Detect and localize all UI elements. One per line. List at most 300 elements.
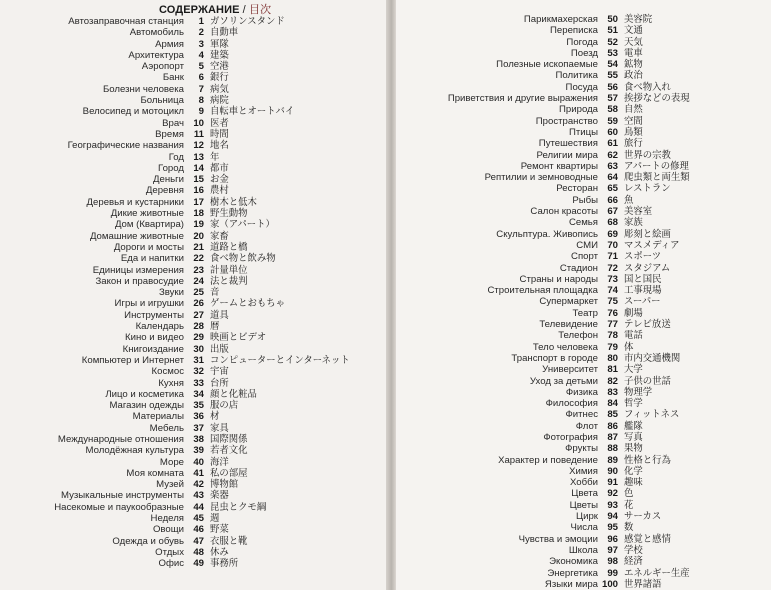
entry-number: 72 <box>607 262 618 274</box>
entry-number: 12 <box>193 140 204 152</box>
entry-number: 61 <box>607 138 618 150</box>
entry-number: 41 <box>193 467 204 479</box>
entry-russian: Рептилии и земноводные <box>484 172 598 184</box>
contents-entry <box>0 162 350 173</box>
contents-entry <box>0 512 350 523</box>
entry-russian: Овощи <box>152 524 184 536</box>
entry-russian: Врач <box>162 117 184 129</box>
contents-entry <box>0 128 350 139</box>
entry-japanese: 博物館 <box>210 478 239 490</box>
entry-number: 36 <box>193 411 204 423</box>
contents-entry <box>0 264 350 275</box>
entry-number: 1 <box>198 16 204 27</box>
contents-entry <box>0 49 350 60</box>
entry-number: 9 <box>198 106 204 118</box>
entry-russian: Путешествия <box>538 138 598 150</box>
contents-entry <box>0 433 350 444</box>
entry-number: 39 <box>193 445 204 457</box>
entry-japanese: ゲームとおもちゃ <box>210 297 286 309</box>
entry-russian: Транспорт в городе <box>511 352 598 364</box>
entry-number: 44 <box>193 501 204 513</box>
contents-entry <box>396 13 690 24</box>
contents-entry <box>396 137 690 148</box>
entry-russian: Приветствия и другие выражения <box>447 93 598 105</box>
entry-japanese: 旅行 <box>624 137 643 149</box>
entry-russian: Театр <box>572 307 598 319</box>
entry-russian: Цирк <box>576 511 598 523</box>
contents-entry <box>0 26 350 37</box>
entry-japanese: 写真 <box>624 430 643 442</box>
entry-japanese: 自動車 <box>210 26 239 38</box>
entry-number: 75 <box>607 296 618 308</box>
contents-entry <box>396 307 690 318</box>
entry-russian: Пространство <box>535 115 598 127</box>
entry-japanese: スポーツ <box>624 250 662 262</box>
entry-russian: Характер и поведение <box>498 454 598 466</box>
entry-russian: Парикмахерская <box>523 14 598 25</box>
entry-japanese: 楽器 <box>210 489 229 501</box>
entry-japanese: 大学 <box>624 363 643 375</box>
entry-number: 22 <box>193 253 204 265</box>
entry-japanese: アパートの修理 <box>624 159 689 171</box>
entry-russian: Цвета <box>571 488 598 500</box>
entry-japanese: ガソリンスタンド <box>210 15 285 26</box>
entry-russian: Школа <box>568 544 598 556</box>
entry-russian: Музей <box>156 479 184 491</box>
contents-entry <box>0 309 350 320</box>
entry-number: 34 <box>193 388 204 400</box>
entry-russian: Музыкальные инструменты <box>60 490 184 502</box>
entry-number: 13 <box>193 151 204 163</box>
entry-number: 58 <box>607 104 618 116</box>
contents-entry <box>396 375 690 386</box>
contents-entry <box>396 262 690 273</box>
entry-number: 50 <box>607 14 618 25</box>
entry-number: 57 <box>607 93 618 105</box>
contents-entry <box>396 363 690 374</box>
entry-japanese: 工事現場 <box>624 284 662 296</box>
contents-entry <box>396 521 690 532</box>
entry-russian: Деревня <box>145 185 184 197</box>
entry-japanese: 法と裁判 <box>210 274 248 286</box>
contents-entry <box>0 478 350 489</box>
entry-russian: Год <box>168 151 184 163</box>
contents-entry <box>396 160 690 171</box>
contents-entry <box>0 184 350 195</box>
entry-japanese: 病院 <box>210 94 229 106</box>
entry-number: 56 <box>607 81 618 93</box>
contents-entry <box>396 205 690 216</box>
entry-number: 29 <box>193 332 204 344</box>
entry-number: 77 <box>607 319 618 331</box>
entry-japanese: 化学 <box>624 464 643 476</box>
contents-entry <box>396 250 690 261</box>
contents-entry <box>0 320 350 331</box>
contents-entry <box>0 94 350 105</box>
entry-japanese: 暦 <box>210 320 220 332</box>
contents-entry <box>396 487 690 498</box>
entry-japanese: 国際関係 <box>210 432 248 444</box>
entry-russian: Политика <box>555 70 598 82</box>
contents-entry <box>396 58 690 69</box>
contents-entry <box>0 207 350 218</box>
contents-entry <box>0 489 350 500</box>
entry-number: 24 <box>193 275 204 287</box>
entry-japanese: 病気 <box>210 82 229 94</box>
entry-japanese: 樹木と低木 <box>210 195 257 207</box>
entry-number: 47 <box>193 535 204 547</box>
entry-japanese: 銀行 <box>210 71 229 83</box>
entry-russian: Звуки <box>158 287 184 299</box>
entry-number: 59 <box>607 115 618 127</box>
contents-entry <box>0 139 350 150</box>
entry-russian: Мебель <box>149 422 184 434</box>
entry-japanese: 材 <box>210 410 220 422</box>
contents-entry <box>0 105 350 116</box>
entry-number: 84 <box>607 398 618 410</box>
contents-entry <box>0 388 350 399</box>
contents-entry <box>0 354 350 365</box>
contents-entry <box>0 60 350 71</box>
entry-japanese: テレビ放送 <box>624 318 671 330</box>
contents-entry <box>396 216 690 227</box>
entry-number: 11 <box>193 128 204 140</box>
entry-japanese: 哲学 <box>624 397 643 409</box>
contents-entry <box>396 442 690 453</box>
entry-russian: Погода <box>566 36 598 48</box>
contents-entry <box>0 523 350 534</box>
contents-entry <box>396 352 690 363</box>
entry-number: 88 <box>607 443 618 455</box>
entry-russian: Языки мира <box>544 578 598 590</box>
entry-japanese: 果物 <box>624 442 643 454</box>
entry-russian: Дом (Квартира) <box>114 219 184 231</box>
contents-entry <box>396 273 690 284</box>
left-contents-list <box>0 15 350 569</box>
entry-number: 16 <box>193 185 204 197</box>
contents-entry <box>396 454 690 465</box>
entry-russian: Деревья и кустарники <box>86 196 184 208</box>
entry-russian: Моя комната <box>126 467 184 479</box>
entry-number: 82 <box>607 375 618 387</box>
contents-entry <box>396 386 690 397</box>
contents-entry <box>0 365 350 376</box>
contents-entry <box>0 241 350 252</box>
entry-japanese: 時間 <box>210 127 229 139</box>
contents-entry <box>396 182 690 193</box>
entry-number: 73 <box>607 273 618 285</box>
entry-japanese: 自転車とオートバイ <box>210 105 295 117</box>
entry-japanese: 農村 <box>210 184 229 196</box>
entry-japanese: 計量単位 <box>210 263 248 275</box>
contents-entry <box>0 218 350 229</box>
entry-japanese: スーパー <box>624 295 661 307</box>
entry-japanese: 艦隊 <box>624 419 643 431</box>
entry-number: 15 <box>193 174 204 186</box>
entry-japanese: 色 <box>624 487 634 499</box>
entry-japanese: 鳥類 <box>624 125 643 137</box>
contents-entry <box>0 501 350 512</box>
entry-japanese: 年 <box>210 150 220 162</box>
contents-entry <box>396 499 690 510</box>
entry-russian: Домашние животные <box>89 230 184 242</box>
entry-japanese: 家（アパート） <box>210 218 275 230</box>
entry-number: 45 <box>193 513 204 525</box>
entry-russian: Архитектура <box>128 49 184 61</box>
entry-number: 38 <box>193 433 204 445</box>
contents-entry <box>0 71 350 82</box>
entry-japanese: 趣味 <box>624 476 643 488</box>
entry-number: 21 <box>193 241 204 253</box>
entry-russian: Банк <box>162 72 184 84</box>
entry-japanese: 美容院 <box>624 13 653 24</box>
entry-japanese: フィットネス <box>624 408 680 420</box>
entry-number: 80 <box>607 352 618 364</box>
entry-japanese: 音 <box>210 286 220 298</box>
entry-japanese: 地名 <box>210 139 229 151</box>
entry-japanese: 食べ物入れ <box>624 80 671 92</box>
entry-japanese: 市内交通機関 <box>624 351 681 363</box>
entry-number: 52 <box>607 36 618 48</box>
entry-russian: Аэропорт <box>141 61 184 73</box>
entry-japanese: 体 <box>624 340 634 352</box>
contents-entry <box>0 535 350 546</box>
entry-japanese: 爬虫類と両生類 <box>624 171 690 183</box>
entry-russian: Деньги <box>153 174 184 186</box>
contents-entry <box>396 194 690 205</box>
entry-number: 86 <box>607 420 618 432</box>
entry-russian: Семья <box>568 217 598 229</box>
entry-number: 85 <box>607 409 618 421</box>
entry-number: 27 <box>193 309 204 321</box>
contents-entry <box>396 295 690 306</box>
entry-japanese: マスメディア <box>624 238 680 250</box>
entry-japanese: 政治 <box>624 69 643 81</box>
entry-russian: Университет <box>542 364 598 376</box>
entry-japanese: 数 <box>624 521 634 533</box>
contents-entry <box>396 567 690 578</box>
contents-entry <box>396 171 690 182</box>
contents-entry <box>0 230 350 241</box>
entry-number: 65 <box>607 183 618 195</box>
entry-russian: Армия <box>155 38 184 50</box>
entry-russian: Кино и видео <box>125 332 184 344</box>
contents-entry <box>0 377 350 388</box>
entry-russian: Молодёжная культура <box>85 445 184 457</box>
entry-japanese: 魚 <box>624 193 634 205</box>
contents-entry <box>396 431 690 442</box>
entry-japanese: 感覚と感情 <box>624 532 671 544</box>
entry-japanese: 事務所 <box>210 557 239 569</box>
contents-entry <box>396 533 690 544</box>
entry-japanese: サーカス <box>624 510 662 522</box>
entry-russian: Материалы <box>132 411 184 423</box>
contents-entry <box>0 297 350 308</box>
contents-entry <box>396 578 690 589</box>
entry-japanese: 自然 <box>624 103 643 115</box>
entry-japanese: 医者 <box>210 116 229 128</box>
entry-russian: Тело человека <box>532 341 598 353</box>
entry-number: 76 <box>607 307 618 319</box>
contents-entry <box>396 81 690 92</box>
entry-number: 49 <box>193 558 204 570</box>
entry-number: 20 <box>193 230 204 242</box>
entry-number: 54 <box>607 59 618 71</box>
entry-number: 35 <box>193 400 204 412</box>
entry-russian: Химия <box>569 465 598 477</box>
contents-entry <box>396 408 690 419</box>
entry-russian: Закон и правосудие <box>95 275 184 287</box>
entry-number: 30 <box>193 343 204 355</box>
entry-russian: Дороги и мосты <box>113 241 184 253</box>
entry-japanese: 国と国民 <box>624 272 662 284</box>
entry-number: 33 <box>193 377 204 389</box>
entry-russian: Полезные ископаемые <box>496 59 598 71</box>
entry-japanese: 野菜 <box>210 523 229 535</box>
entry-russian: Поезд <box>570 47 598 59</box>
entry-japanese: 台所 <box>210 376 229 388</box>
entry-japanese: スタジアム <box>624 261 671 273</box>
entry-japanese: 顔と化粧品 <box>210 387 257 399</box>
entry-russian: Велосипед и мотоцикл <box>82 106 184 118</box>
entry-number: 28 <box>193 321 204 333</box>
contents-entry <box>0 343 350 354</box>
entry-russian: Супермаркет <box>539 296 598 308</box>
entry-number: 74 <box>607 285 618 297</box>
entry-number: 69 <box>607 228 618 240</box>
entry-japanese: 軍隊 <box>210 37 229 49</box>
entry-japanese: 美容室 <box>624 205 653 217</box>
entry-number: 70 <box>607 239 618 251</box>
contents-entry <box>396 115 690 126</box>
entry-japanese: 出版 <box>210 342 229 354</box>
contents-entry <box>0 410 350 421</box>
entry-japanese: 経済 <box>624 555 643 567</box>
entry-number: 2 <box>198 27 204 39</box>
entry-number: 83 <box>607 386 618 398</box>
contents-entry <box>0 456 350 467</box>
entry-russian: Фотография <box>543 431 598 443</box>
entry-number: 100 <box>601 578 618 590</box>
entry-russian: Спорт <box>571 251 598 263</box>
entry-number: 95 <box>607 522 618 534</box>
entry-russian: Еда и напитки <box>120 253 184 265</box>
entry-number: 4 <box>198 49 204 61</box>
entry-number: 55 <box>607 70 618 82</box>
contents-entry <box>0 196 350 207</box>
entry-number: 31 <box>193 354 204 366</box>
entry-russian: Офис <box>158 558 184 570</box>
entry-number: 98 <box>607 556 618 568</box>
entry-number: 17 <box>193 196 204 208</box>
entry-number: 6 <box>198 72 204 84</box>
entry-russian: Календарь <box>135 321 184 333</box>
entry-number: 23 <box>193 264 204 276</box>
entry-russian: Страны и народы <box>519 273 598 285</box>
entry-russian: Уход за детьми <box>529 375 598 387</box>
entry-russian: Кухня <box>158 377 184 389</box>
entry-number: 42 <box>193 479 204 491</box>
entry-russian: Стадион <box>559 262 598 274</box>
entry-russian: Автозаправочная станция <box>68 16 184 27</box>
contents-entry <box>0 15 350 26</box>
entry-russian: Рыбы <box>572 194 598 206</box>
entry-russian: Энергетика <box>547 567 598 579</box>
entry-russian: Птицы <box>568 126 598 138</box>
contents-entry <box>0 151 350 162</box>
entry-japanese: 子供の世話 <box>624 374 671 386</box>
contents-entry <box>0 117 350 128</box>
contents-entry <box>396 47 690 58</box>
entry-number: 81 <box>607 364 618 376</box>
entry-russian: Телевидение <box>539 319 598 331</box>
right-page <box>396 0 771 590</box>
entry-number: 19 <box>193 219 204 231</box>
entry-japanese: 家族 <box>624 216 643 228</box>
entry-japanese: 学校 <box>624 543 643 555</box>
entry-japanese: 花 <box>624 498 634 510</box>
entry-number: 96 <box>607 533 618 545</box>
entry-russian: Экономика <box>549 556 598 568</box>
entry-japanese: 昆虫とクモ綱 <box>210 500 267 512</box>
entry-japanese: エネルギー生産 <box>624 566 690 578</box>
entry-russian: Магазин одежды <box>109 400 184 412</box>
entry-russian: Салон красоты <box>530 206 598 218</box>
contents-entry <box>396 476 690 487</box>
entry-number: 87 <box>607 431 618 443</box>
entry-japanese: 電話 <box>624 329 643 341</box>
entry-russian: Географические названия <box>67 140 184 152</box>
entry-japanese: 性格と行為 <box>624 453 671 465</box>
entry-russian: Чувства и эмоции <box>518 533 598 545</box>
entry-russian: Компьютер и Интернет <box>81 354 184 366</box>
entry-number: 90 <box>607 465 618 477</box>
entry-number: 5 <box>198 61 204 73</box>
entry-number: 78 <box>607 330 618 342</box>
entry-russian: Физика <box>565 386 598 398</box>
entry-number: 97 <box>607 544 618 556</box>
entry-russian: Космос <box>151 366 184 378</box>
entry-number: 7 <box>198 83 204 95</box>
entry-japanese: 私の部屋 <box>210 466 248 478</box>
entry-russian: Время <box>155 128 184 140</box>
contents-entry <box>396 228 690 239</box>
entry-russian: Одежда и обувь <box>112 535 184 547</box>
entry-russian: Книгоиздание <box>122 343 184 355</box>
contents-entry <box>0 422 350 433</box>
entry-japanese: 休み <box>210 545 229 557</box>
entry-japanese: 天気 <box>624 35 643 47</box>
entry-number: 18 <box>193 208 204 220</box>
entry-japanese: 道具 <box>210 308 229 320</box>
entry-russian: Лицо и косметика <box>105 388 184 400</box>
entry-number: 14 <box>193 162 204 174</box>
contents-entry <box>396 510 690 521</box>
contents-entry <box>396 126 690 137</box>
entry-japanese: 服の店 <box>210 399 239 411</box>
entry-japanese: 野生動物 <box>210 207 248 219</box>
contents-entry <box>396 329 690 340</box>
entry-russian: Фрукты <box>565 443 598 455</box>
entry-russian: СМИ <box>576 239 598 251</box>
entry-russian: Природа <box>559 104 598 116</box>
entry-russian: Переписка <box>550 25 598 37</box>
contents-entry <box>0 444 350 455</box>
contents-entry <box>396 149 690 160</box>
entry-japanese: 空間 <box>624 114 643 126</box>
title-russian: СОДЕРЖАНИЕ <box>159 4 240 16</box>
entry-number: 26 <box>193 298 204 310</box>
